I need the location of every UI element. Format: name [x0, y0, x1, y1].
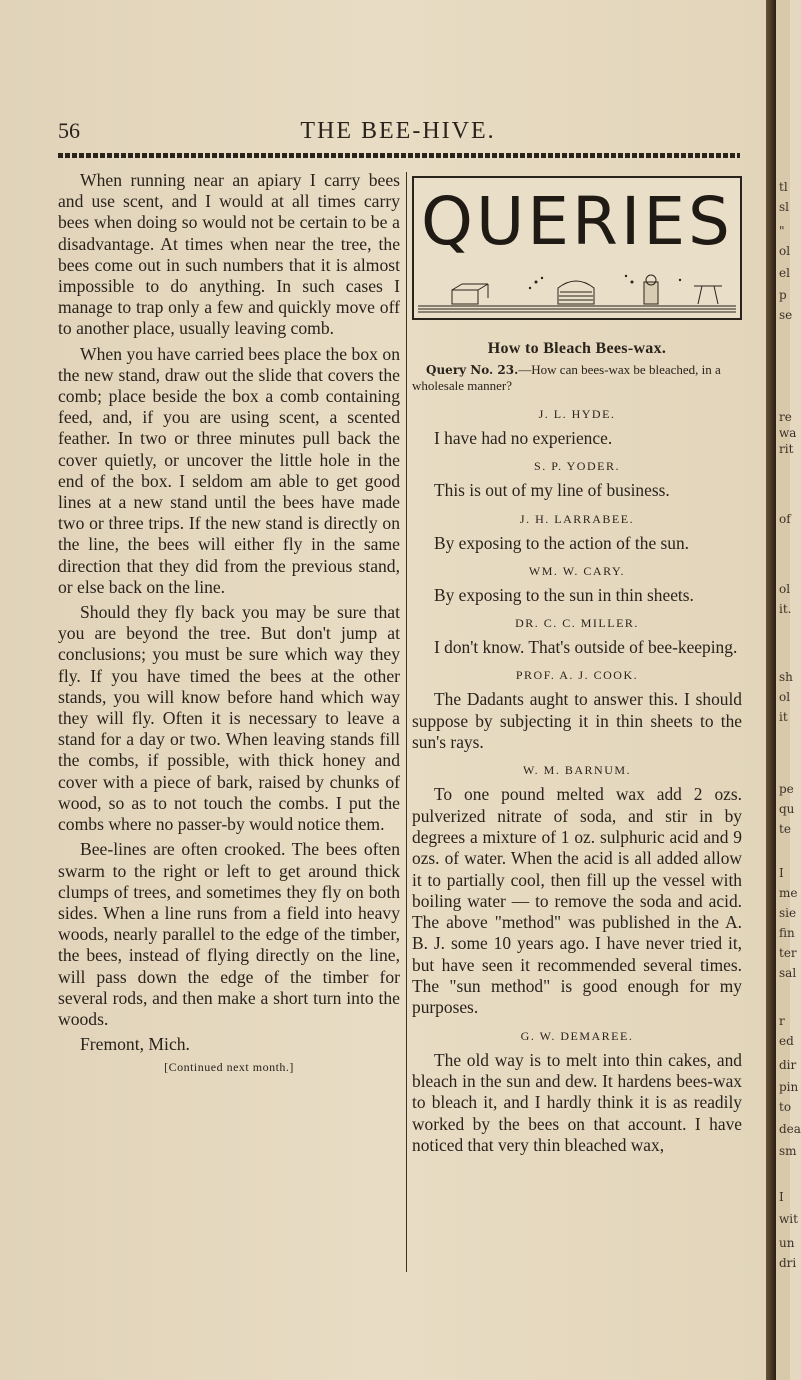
- facing-page-fragment: it: [779, 710, 788, 724]
- facing-page-fragment: p: [779, 288, 787, 302]
- respondent-name: S. P. YODER.: [534, 459, 620, 474]
- facing-page-fragment: sal: [779, 966, 797, 980]
- facing-page-fragment: ed: [779, 1034, 794, 1048]
- facing-page-fragment: me: [779, 886, 798, 900]
- header-rule: [58, 153, 740, 158]
- facing-page-fragment: un: [779, 1236, 795, 1250]
- facing-page-fragment: ": [779, 224, 785, 238]
- respondent-name: PROF. A. J. COOK.: [515, 668, 639, 683]
- respondent-name: G. W. DEMAREE.: [520, 1028, 634, 1043]
- answer-text: To one pound melted wax add 2 ozs. pulverized nitrate of soda, and stir in by degrees a mixture of 1 oz. sulphuric acid and 9 ozs. of water. When the acid is all added allow it to partially cool, then fill up the vessel with boiling water — to remove the soda and acid. The above "method" was published in the A. B. J. some 10 years ago. I have never tried it, but have seen it recommended several times. The "sun method" is good enough for my purposes.: [412, 784, 742, 1018]
- respondent-name: WM. W. CARY.: [528, 563, 626, 578]
- facing-page-fragment: pin: [779, 1080, 799, 1094]
- query-text: —How can bees-wax be bleached, in a wholesale manner?: [412, 362, 721, 393]
- answer-text: I don't know. That's outside of bee-keeping.: [434, 637, 738, 658]
- facing-page-fragment: of: [779, 512, 791, 526]
- facing-page-fragment: ol: [779, 690, 791, 704]
- facing-page-fragment: sm: [779, 1144, 797, 1158]
- answer-text: This is out of my line of business.: [434, 480, 670, 501]
- apiary-illustration: [418, 268, 736, 314]
- query-label: Query No. 23.: [426, 363, 519, 377]
- queries-banner-word: QUERIES: [421, 183, 733, 260]
- facing-page-fragment: wa: [779, 426, 797, 440]
- facing-page-fragment: r: [779, 1014, 785, 1028]
- facing-page-fragment: dea: [779, 1122, 801, 1136]
- facing-page-fragment: dri: [779, 1256, 797, 1270]
- facing-page-fragment: el: [779, 266, 790, 280]
- facing-page-fragment: sl: [779, 200, 789, 214]
- facing-page-fragment: to: [779, 1100, 792, 1114]
- facing-page-fragment: ol: [779, 582, 791, 596]
- respondent-name: J. L. HYDE.: [538, 407, 616, 421]
- section-title: How to Bleach Bees-wax.: [487, 340, 667, 357]
- queries-banner: [412, 176, 742, 320]
- facing-page-fragment: tl: [779, 180, 788, 194]
- facing-page-fragment: dir: [779, 1058, 797, 1072]
- right-column: [412, 176, 742, 1166]
- facing-page-fragment: sie: [779, 906, 797, 920]
- paragraph: When running near an apiary I carry bees and use scent, and I would at all times carry bees when doing so would not be certain to be a disadvantage. At times when near the tree, the bees come out in such numbers that it is almost impossible to do anything. In such cases I manage to trap only a few and quickly move off to another place, usually leaving comb.: [58, 170, 400, 339]
- facing-page-fragment: te: [779, 822, 791, 836]
- respondent-name: DR. C. C. MILLER.: [515, 616, 639, 631]
- journal-title: THE BEE-HIVE.: [300, 118, 496, 144]
- paragraph: When you have carried bees place the box on the new stand, draw out the slide that covers the comb; place beside the box a comb containing feed, and, if you are using scent, a scented feather. In two or three minutes pull back the cover quietly, or uncover the little hole in the end of the box. I seldom am able to get good lines at a new stand until the bees have made two or three trips. If the new stand is directly on the line, the bees will either fly in the same direction that they did from the previous stand, or else back on the line.: [58, 343, 400, 597]
- facing-page-fragment: se: [779, 308, 793, 322]
- signature: Fremont, Mich.: [80, 1034, 190, 1055]
- facing-page-fragment: it.: [779, 602, 792, 616]
- facing-page-fragment: ter: [779, 946, 797, 960]
- page-number: 56: [58, 118, 80, 143]
- facing-page-fragment: fin: [779, 926, 795, 940]
- facing-page-edge: [776, 0, 801, 1380]
- answer-text: The old way is to melt into thin cakes, and bleach in the sun and dew. It hardens bees-wax to bleach it, and I hardly think it is as readily worked by the bees on that account. I have noticed that very thin bleached wax,: [412, 1049, 742, 1155]
- left-column: [58, 170, 400, 1083]
- paragraph: Should they fly back you may be sure that you are beyond the tree. But don't jump at conclusions; you must be sure which way they fly. If you have timed the bees at the other stands, you will know before hand which way they will fly. Often it is necessary to leave a stand for a day or two. When leaving stands fill the combs, if possible, with thick honey and cover with a piece of bark, raised by chunks of wood, so as to not touch the combs. I put the combs where no passer-by would notice them.: [58, 602, 400, 835]
- respondent-name: W. M. BARNUM.: [522, 763, 632, 778]
- facing-page-fragment: qu: [779, 802, 795, 816]
- answer-text: I have had no experience.: [434, 428, 613, 448]
- facing-page-fragment: sh: [779, 670, 793, 684]
- continued-note: [Continued next month.]: [164, 1060, 294, 1075]
- facing-page-fragment: ol: [779, 244, 791, 258]
- paragraph: Bee-lines are often crooked. The bees often swarm to the right or left to get around thick clumps of trees, and sometimes they fly on both sides. When a line runs from a field into heavy woods, nearly parallel to the edge of the timber, the bees, instead of flying directly on the line, will pass down the edge of the timber for several rods, and then make a short turn into the woods.: [58, 839, 400, 1029]
- answer-text: By exposing to the action of the sun.: [434, 532, 690, 553]
- answer-text: The Dadants aught to answer this. I should suppose by subjecting it in thin sheets to the sun's rays.: [412, 689, 742, 753]
- facing-page-fragment: pe: [779, 782, 794, 796]
- respondent-name: J. H. LARRABEE.: [519, 511, 635, 526]
- facing-page-fragment: re: [779, 410, 792, 424]
- column-divider: [406, 172, 407, 1272]
- answer-text: By exposing to the sun in thin sheets.: [434, 584, 694, 605]
- facing-page-fragment: I: [779, 866, 784, 880]
- page-header: [58, 118, 738, 148]
- book-spine: [766, 0, 776, 1380]
- facing-page-fragment: wit: [779, 1212, 798, 1226]
- facing-page-fragment: I: [779, 1190, 784, 1204]
- facing-page-fragment: rit: [779, 442, 794, 456]
- query-question: [412, 362, 742, 393]
